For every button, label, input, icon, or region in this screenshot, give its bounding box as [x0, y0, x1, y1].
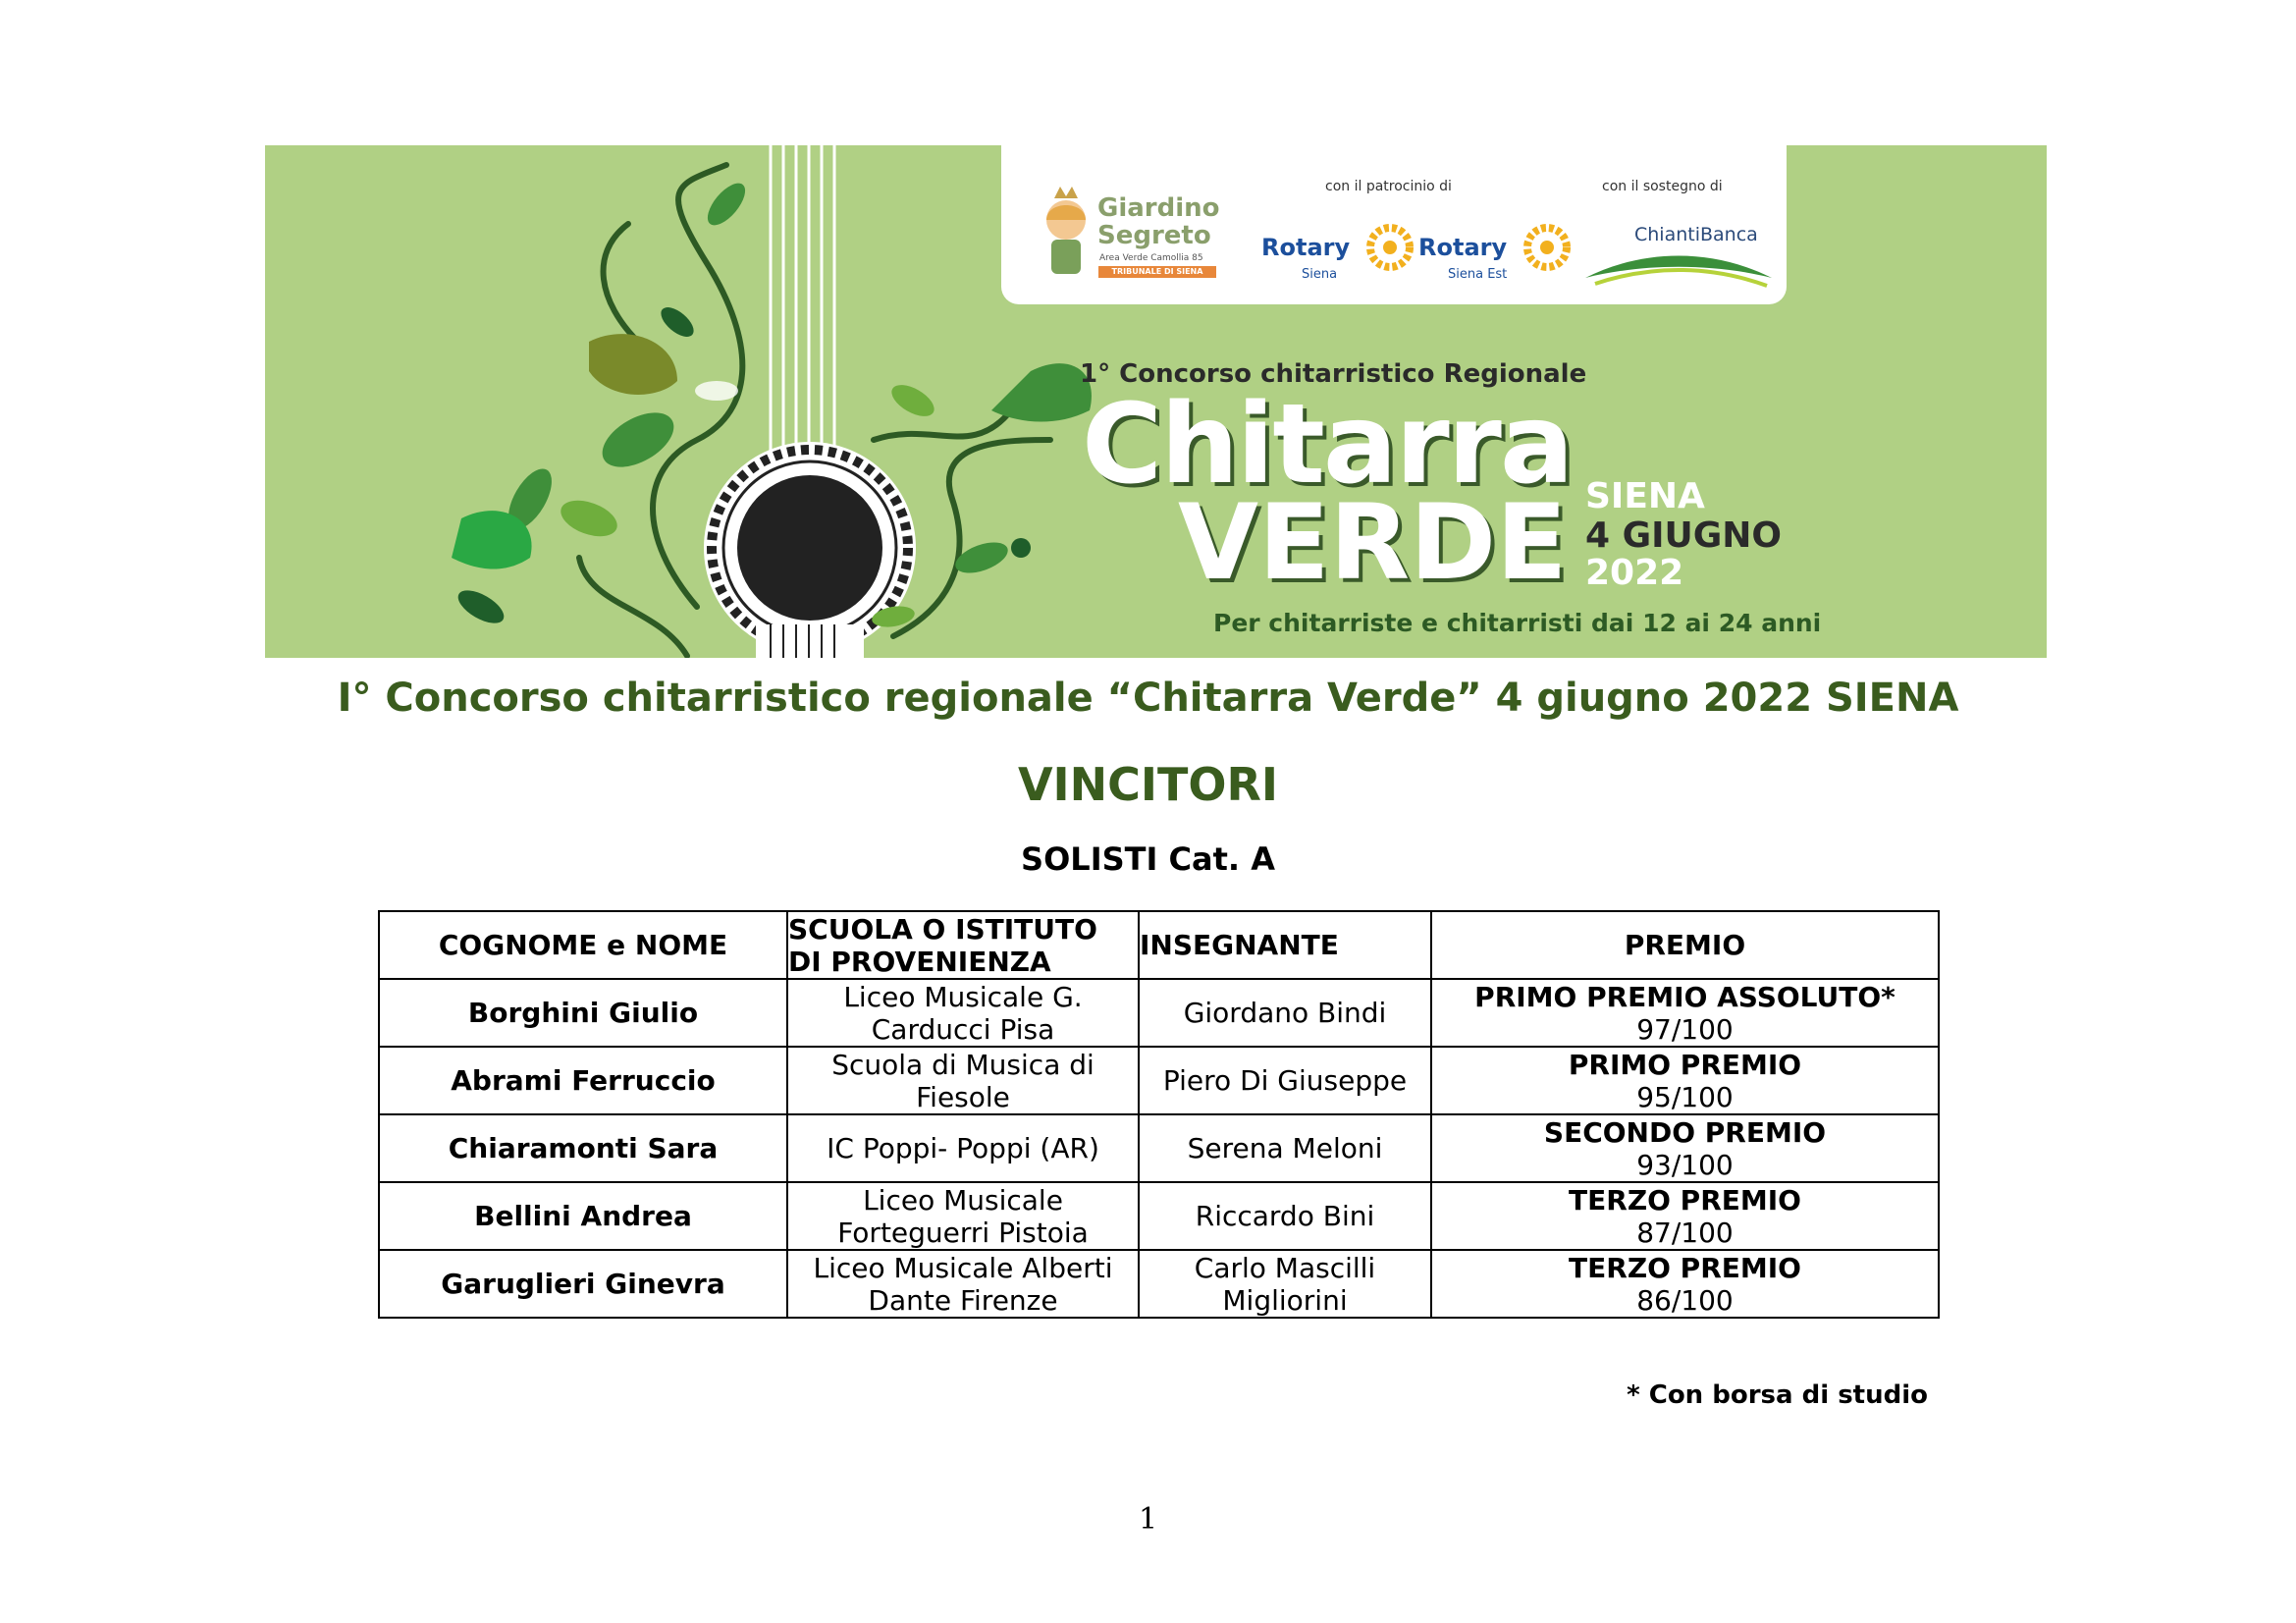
table-header-row [379, 911, 1939, 979]
cell-prize [1431, 1114, 1939, 1182]
banner-date: 4 GIUGNO [1585, 515, 1783, 556]
school-line: Liceo Musicale Alberti [813, 1251, 1113, 1284]
school-line: IC Poppi- Poppi (AR) [827, 1132, 1099, 1164]
cell-name: Chiaramonti Sara [379, 1114, 787, 1182]
teacher-line: Carlo Mascilli [1194, 1251, 1376, 1284]
event-banner [265, 145, 2047, 658]
cell-teacher [1139, 1114, 1431, 1182]
rotary-siena-sub: Siena [1302, 267, 1338, 282]
sponsor-name-line-2: Segreto [1097, 221, 1211, 250]
banner-chitarra: Chitarra [1082, 381, 1573, 509]
school-line: Liceo Musicale [863, 1183, 1063, 1217]
school-line: Liceo Musicale G. [843, 980, 1083, 1013]
patronage-label: con il patrocinio di [1325, 179, 1452, 194]
prize-title: PRIMO PREMIO ASSOLUTO* [1474, 980, 1896, 1013]
prize-score: 93/100 [1636, 1148, 1734, 1181]
teacher-line: Migliorini [1222, 1283, 1348, 1317]
cell-name: Abrami Ferruccio [379, 1047, 787, 1114]
teacher-line: Serena Meloni [1187, 1132, 1383, 1164]
mascot-icon [1037, 181, 1095, 279]
cell-name: Borghini Giulio [379, 979, 787, 1047]
sponsor-subtitle: Area Verde Camollia 85 [1099, 253, 1203, 263]
table-row [379, 979, 1939, 1047]
prize-score: 87/100 [1636, 1216, 1734, 1249]
support-label: con il sostegno di [1602, 179, 1723, 194]
teacher-line: Giordano Bindi [1183, 997, 1387, 1029]
rotary-siena-logo: Rotary [1261, 234, 1351, 261]
prize-score: 86/100 [1636, 1283, 1734, 1317]
rotary-siena-est-sub: Siena Est [1448, 267, 1508, 282]
footnote: * Con borsa di studio [1627, 1380, 1928, 1410]
cell-prize [1431, 1250, 1939, 1318]
cell-school [787, 1182, 1139, 1250]
teacher-line: Riccardo Bini [1195, 1200, 1375, 1232]
sponsor-name [1097, 194, 1220, 249]
cell-teacher [1139, 1250, 1431, 1318]
header-school [787, 911, 1139, 979]
header-name: COGNOME e NOME [379, 911, 787, 979]
cell-school [787, 1250, 1139, 1318]
header-teacher: INSEGNANTE [1139, 911, 1431, 979]
prize-score: 97/100 [1636, 1012, 1734, 1046]
cell-name: Garuglieri Ginevra [379, 1250, 787, 1318]
sponsor-bar: TRIBUNALE DI SIENA [1098, 266, 1216, 278]
banner-age-range: Per chitarriste e chitarristi dai 12 ai 24 anni [1213, 609, 1822, 637]
prize-title: TERZO PREMIO [1569, 1251, 1801, 1284]
header-school-line-1: SCUOLA O ISTITUTO [788, 912, 1097, 946]
page-number: 1 [1138, 1502, 1158, 1537]
rotary-wheel-icon [1523, 224, 1571, 271]
document-title: I° Concorso chitarristico regionale “Chitarra Verde” 4 giugno 2022 SIENA [337, 676, 1959, 721]
banner-contest-title: 1° Concorso chitarristico Regionale [1080, 359, 1587, 389]
rotary-wheel-icon [1366, 224, 1414, 271]
banner-year: 2022 [1585, 553, 1684, 593]
rotary-siena-est-logo: Rotary [1418, 234, 1508, 261]
table-row [379, 1182, 1939, 1250]
cell-school [787, 1114, 1139, 1182]
bank-logo: ChiantiBanca [1634, 224, 1758, 245]
sponsor-name-line-1: Giardino [1097, 193, 1220, 223]
winners-heading: VINCITORI [1017, 758, 1279, 811]
sponsor-box [1001, 145, 1787, 304]
banner-city: SIENA [1585, 476, 1705, 516]
cell-prize [1431, 1047, 1939, 1114]
school-line: Forteguerri Pistoia [837, 1216, 1089, 1249]
teacher-line: Piero Di Giuseppe [1162, 1064, 1408, 1097]
cell-school [787, 1047, 1139, 1114]
table-row [379, 1250, 1939, 1318]
prize-score: 95/100 [1636, 1080, 1734, 1113]
cell-prize [1431, 979, 1939, 1047]
category-heading: SOLISTI Cat. A [1021, 840, 1275, 878]
table-row [379, 1047, 1939, 1114]
school-line: Scuola di Musica di [831, 1048, 1095, 1081]
table-row [379, 1114, 1939, 1182]
cell-teacher [1139, 1047, 1431, 1114]
prize-title: TERZO PREMIO [1569, 1183, 1801, 1217]
school-line: Dante Firenze [868, 1283, 1058, 1317]
header-prize: PREMIO [1431, 911, 1939, 979]
cell-teacher [1139, 979, 1431, 1047]
cell-teacher [1139, 1182, 1431, 1250]
cell-prize [1431, 1182, 1939, 1250]
header-school-line-2: DI PROVENIENZA [788, 945, 1051, 978]
bank-swoosh-icon [1585, 248, 1772, 288]
prize-title: PRIMO PREMIO [1568, 1048, 1802, 1081]
banner-verde: VERDE [1178, 482, 1568, 603]
school-line: Carducci Pisa [871, 1012, 1055, 1046]
cell-name: Bellini Andrea [379, 1182, 787, 1250]
cell-school [787, 979, 1139, 1047]
school-line: Fiesole [916, 1080, 1010, 1113]
prize-title: SECONDO PREMIO [1543, 1115, 1827, 1149]
results-table [378, 910, 1940, 1319]
